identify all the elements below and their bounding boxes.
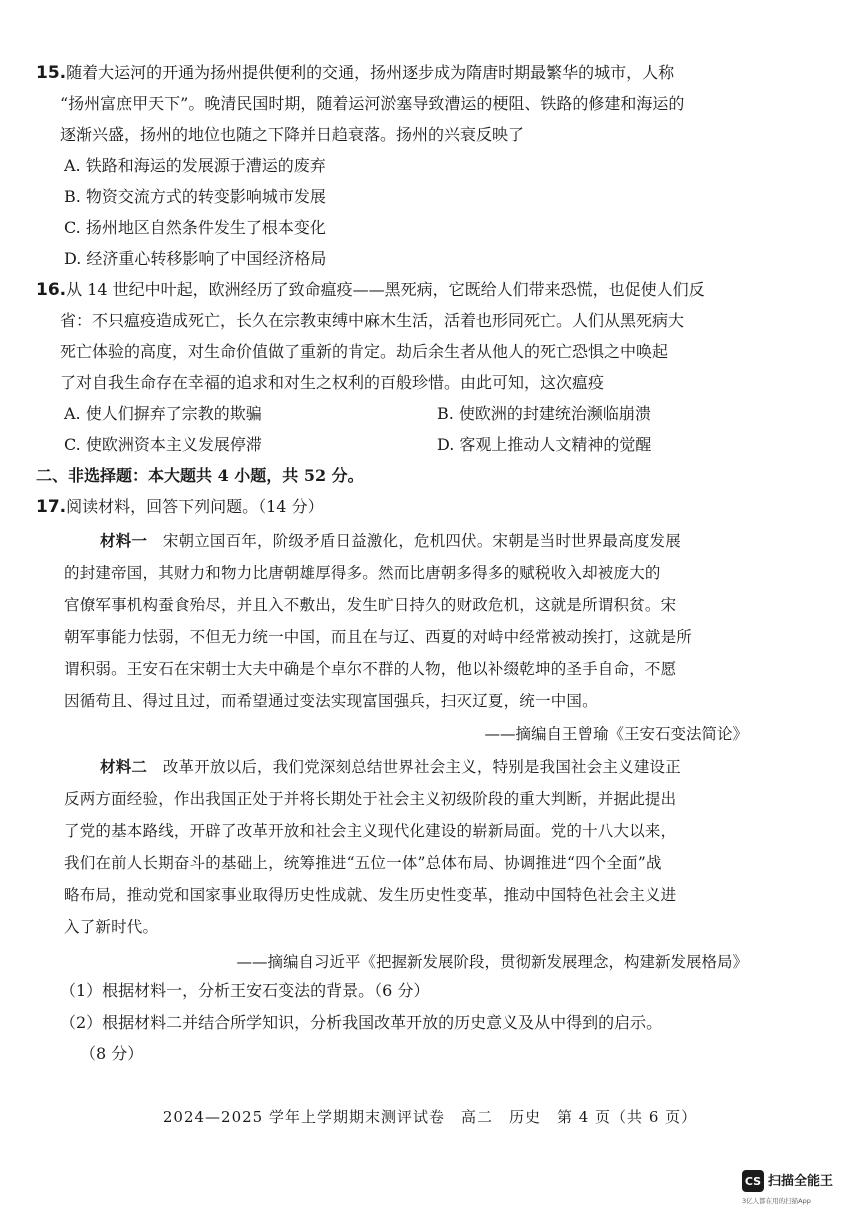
- q16-option-d: D. 客观上推动人文精神的觉醒: [437, 435, 652, 454]
- material-2-line-2: 反两方面经验，作出我国正处于并将长期处于社会主义初级阶段的重大判断，并据此提出: [64, 790, 677, 808]
- section-two-heading: 二、非选择题：本大题共 4 小题，共 52 分。: [36, 466, 364, 485]
- scanner-tagline: 3亿人都在用的扫描App: [742, 1197, 811, 1205]
- material-2-line-1: 材料二 改革开放以后，我们党深刻总结世界社会主义，特别是我国社会主义建设正: [100, 757, 681, 776]
- material-1-line-3: 官僚军事机构蚕食殆尽，并且入不敷出，发生旷日持久的财政危机，这就是所谓积贫。宋: [64, 596, 677, 614]
- q15-number: 15.: [36, 63, 67, 83]
- material-2-label: 材料二: [100, 757, 148, 776]
- scanner-app-name: 扫描全能王: [768, 1174, 834, 1189]
- material-2-line-4: 我们在前人长期奋斗的基础上，统筹推进“五位一体”总体布局、协调推进“四个全面”战: [64, 854, 662, 872]
- scanner-watermark: [742, 1168, 850, 1208]
- material-2-line-6: 入了新时代。: [64, 918, 159, 936]
- q15-line-2: “扬州富庶甲天下”。晚清民国时期，随着运河淤塞导致漕运的梗阻、铁路的修建和海运的: [60, 94, 685, 113]
- q17-number: 17.: [36, 497, 67, 517]
- material-1-line-4: 朝军事能力怯弱，不但无力统一中国，而且在与辽、西夏的对峙中经常被动挨打，这就是所: [64, 628, 693, 646]
- q16-line-2: 省：不只瘟疫造成死亡，长久在宗教束缚中麻木生活，活着也形同死亡。人们从黑死病大: [60, 311, 685, 330]
- q16-line-3: 死亡体验的高度，对生命价值做了重新的肯定。劫后余生者从他人的死亡恐惧之中唤起: [60, 342, 669, 361]
- material-2-line-3: 了党的基本路线，开辟了改革开放和社会主义现代化建设的崭新局面。党的十八大以来，: [64, 822, 677, 840]
- q17-sub-2-score: （8 分）: [80, 1044, 144, 1063]
- q17-sub-2: （2）根据材料二并结合所学知识，分析我国改革开放的历史意义及从中得到的启示。: [60, 1013, 663, 1032]
- material-1-line-5: 谓积弱。王安石在宋朝士大夫中确是个卓尔不群的人物，他以补缀乾坤的圣手自命，不愿: [64, 660, 677, 678]
- q16-option-a: A. 使人们摒弃了宗教的欺骗: [64, 404, 262, 423]
- q15-option-a: A. 铁路和海运的发展源于漕运的废弃: [64, 156, 326, 175]
- cs-logo-icon: CS: [742, 1170, 764, 1192]
- q15-option-c: C. 扬州地区自然条件发生了根本变化: [64, 218, 326, 237]
- material-1-label: 材料一: [100, 531, 148, 550]
- q16-line-1: 16.从 14 世纪中叶起，欧洲经历了致命瘟疫——黑死病，它既给人们带来恐慌，也促使人们反: [36, 280, 705, 300]
- q15-line-3: 逐渐兴盛，扬州的地位也随之下降并日趋衰落。扬州的兴衰反映了: [60, 125, 525, 144]
- material-1-line-6: 因循苟且、得过且过，而希望通过变法实现富国强兵，扫灭辽夏，统一中国。: [64, 692, 598, 710]
- material-2-source: ——摘编自习近平《把握新发展阶段，贯彻新发展理念，构建新发展格局》: [236, 953, 748, 971]
- q16-line-4: 了对自我生命存在幸福的追求和对生之权利的百般珍惜。由此可知，这次瘟疫: [60, 373, 605, 392]
- q17-sub-1: （1）根据材料一，分析王安石变法的背景。（6 分）: [60, 981, 430, 1000]
- material-1-line-1: 材料一 宋朝立国百年，阶级矛盾日益激化，危机四伏。宋朝是当时世界最高度发展: [100, 531, 681, 550]
- material-1-line-2: 的封建帝国，其财力和物力比唐朝雄厚得多。然而比唐朝多得多的赋税收入却被庞大的: [64, 564, 661, 582]
- q17-stem: 17.阅读材料，回答下列问题。（14 分）: [36, 497, 324, 517]
- q16-option-c: C. 使欧洲资本主义发展停滞: [64, 435, 262, 454]
- q16-number: 16.: [36, 280, 67, 300]
- q15-option-d: D. 经济重心转移影响了中国经济格局: [64, 249, 327, 268]
- q16-option-b: B. 使欧洲的封建统治濒临崩溃: [437, 404, 651, 423]
- material-2-line-5: 略布局，推动党和国家事业取得历史性成就、发生历史性变革，推动中国特色社会主义进: [64, 886, 677, 904]
- q15-option-b: B. 物资交流方式的转变影响城市发展: [64, 187, 326, 206]
- q15-line-1: 15.随着大运河的开通为扬州提供便利的交通，扬州逐步成为隋唐时期最繁华的城市，人称: [36, 63, 675, 83]
- material-1-source: ——摘编自王曾瑜《王安石变法简论》: [484, 725, 748, 743]
- page-footer: 2024—2025 学年上学期期末测评试卷 高二 历史 第 4 页（共 6 页）: [162, 1108, 698, 1126]
